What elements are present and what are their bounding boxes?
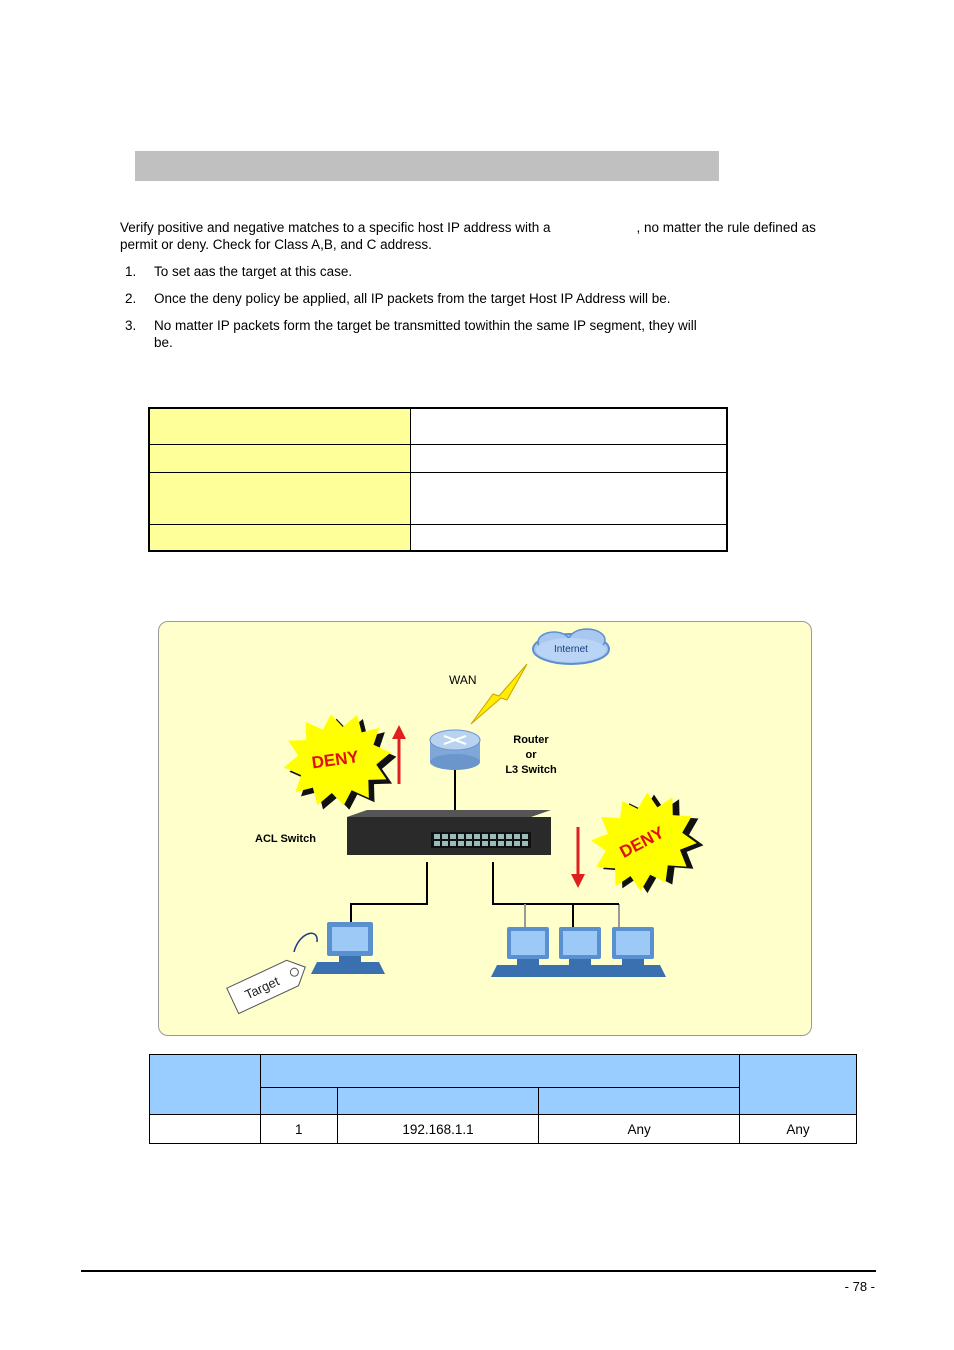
step-number: 1. — [125, 264, 137, 279]
router-label-1: Router — [513, 734, 549, 746]
wan-label: WAN — [449, 673, 477, 687]
step-text: be — [154, 335, 170, 350]
step-number: 3. — [125, 318, 137, 333]
page-number: - 78 - — [844, 1279, 875, 1294]
rule-cell: Any — [740, 1115, 857, 1144]
network-diagram-svg — [159, 622, 811, 1035]
rule-cell: 1 — [260, 1115, 337, 1144]
info-value-cell — [411, 444, 728, 472]
deny-up-arrow-icon — [392, 725, 406, 784]
rule-cell: Any — [539, 1115, 740, 1144]
internet-label: Internet — [554, 644, 588, 655]
deny-burst-icon — [575, 773, 720, 912]
internet-cloud-icon — [533, 629, 609, 664]
info-value-cell — [411, 524, 728, 551]
rule-cell — [150, 1115, 261, 1144]
router-label-2: or — [525, 749, 537, 761]
step-2 — [120, 290, 865, 308]
info-value-cell — [411, 408, 728, 444]
deny-label: DENY — [616, 822, 668, 862]
step-text: Once the deny policy be applied, all IP packets from the target Host IP Address will be — [154, 291, 667, 306]
target-label: Target — [242, 973, 282, 1003]
rule-subheader-cell — [260, 1088, 337, 1115]
acl-switch-label: ACL Switch — [255, 833, 316, 845]
intro-line1-end: , no matter the rule defined as — [636, 220, 816, 235]
rule-cell: 192.168.1.1 — [337, 1115, 538, 1144]
deny-label: DENY — [310, 747, 360, 773]
step-text: To set a — [154, 264, 202, 279]
target-computer-icon — [311, 922, 385, 974]
step-text: . — [666, 291, 671, 306]
info-key-cell — [149, 408, 411, 444]
rule-header-cell — [150, 1055, 261, 1115]
deny-burst-icon — [277, 706, 402, 818]
rule-header-cell — [260, 1055, 739, 1088]
step-text: as the target at this case. — [201, 264, 353, 279]
step-text: . — [169, 335, 173, 350]
rule-subheader-cell — [539, 1088, 740, 1115]
target-tag-icon — [227, 933, 317, 1013]
network-diagram — [158, 621, 812, 1036]
test-info-table — [148, 407, 728, 552]
rule-subheader-cell — [337, 1088, 538, 1115]
intro-line1-start: Verify positive and negative matches to a specific host IP address with a — [120, 220, 551, 235]
rule-header-cell — [740, 1055, 857, 1115]
info-value-cell — [411, 472, 728, 524]
step-3 — [120, 317, 865, 353]
router-icon — [430, 730, 480, 770]
acl-rule-table — [149, 1054, 857, 1144]
step-number: 2. — [125, 291, 137, 306]
step-text: No matter IP packets form the target be transmitted to — [154, 318, 476, 333]
step-1 — [120, 263, 865, 281]
router-label-3: L3 Switch — [505, 764, 557, 776]
table-row — [150, 1115, 857, 1144]
info-key-cell — [149, 444, 411, 472]
info-key-cell — [149, 524, 411, 551]
computer-icon — [596, 927, 666, 977]
section-title-bar — [135, 151, 719, 181]
step-text: within the same IP segment, they will — [475, 318, 697, 333]
deny-down-arrow-icon — [571, 827, 585, 888]
footer-divider — [81, 1270, 876, 1272]
intro-line2: permit or deny. Check for Class A,B, and C address. — [120, 237, 432, 252]
wan-lightning-icon — [471, 664, 527, 724]
info-key-cell — [149, 472, 411, 524]
acl-switch-icon — [347, 810, 551, 855]
intro-paragraph — [120, 219, 865, 253]
